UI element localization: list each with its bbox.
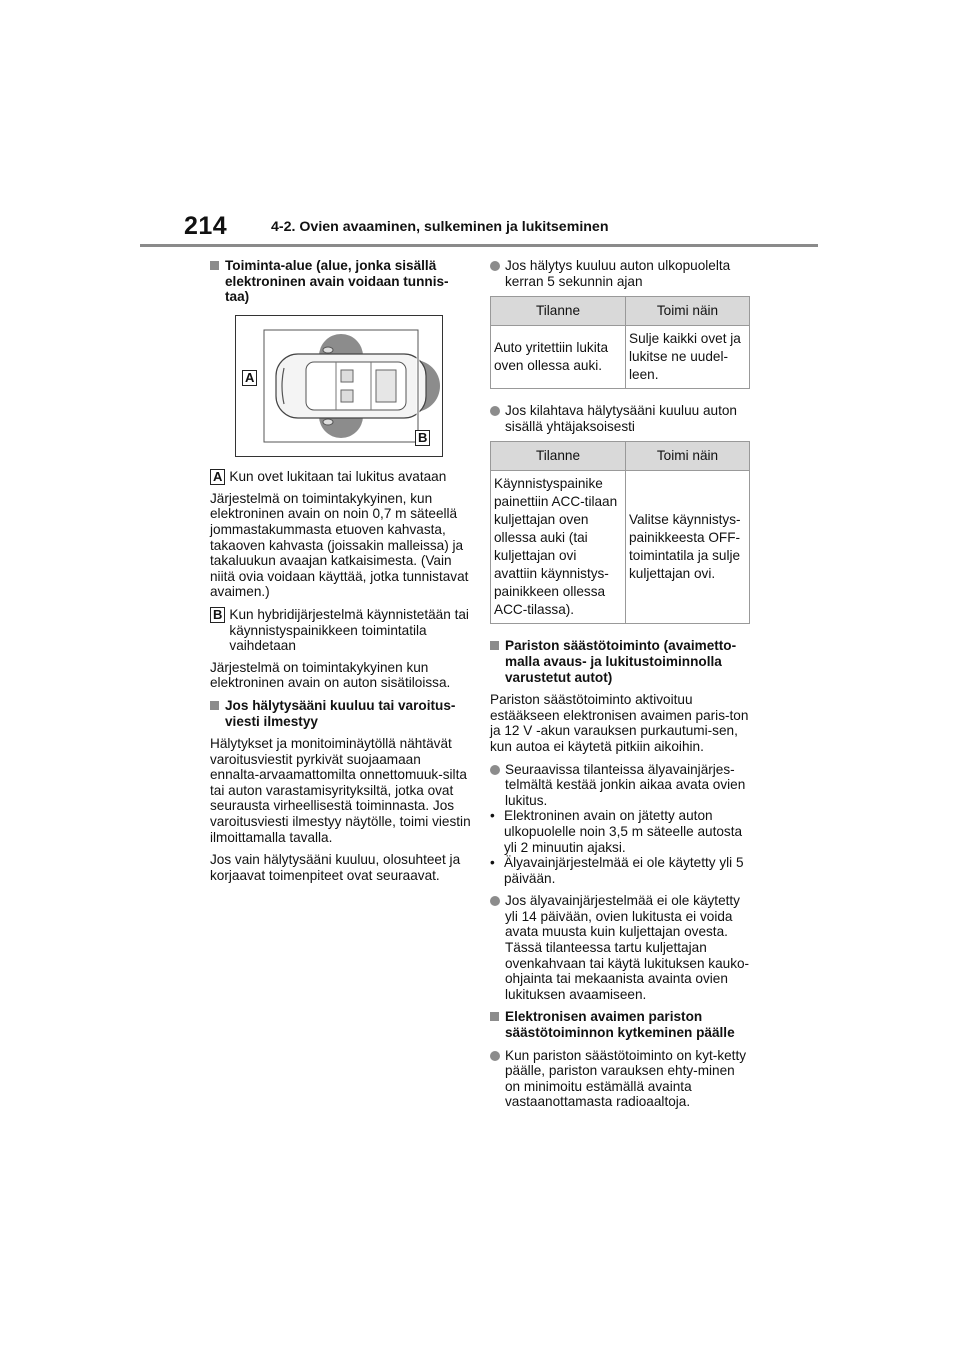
- table-row: [491, 471, 750, 624]
- buzzer-paragraph: Jos vain hälytysääni kuuluu, olosuhteet ja korjaavat toimenpiteet ovat seuraavat.: [210, 852, 461, 883]
- round-bullet-icon: [490, 1051, 500, 1061]
- list-item: Seuraavissa tilanteissa älyavainjärjes-telmältä kestää jonkin aikaa avata ovien lukitus. • Elektroninen avain on jätetty auton ulkopuolelle noin 3,5 m säteelle autosta yli 2 minuutin ajaksi. • Älyavainjärjestelmää ei ole käytetty yli 5 päivään.: [490, 762, 750, 887]
- round-bullet-icon: [490, 765, 500, 775]
- table-header: Tilanne: [491, 297, 626, 326]
- section-heading: Jos hälytysääni kuuluu tai varoitus-viesti ilmestyy: [210, 698, 472, 729]
- left-column: [210, 258, 472, 890]
- label-b-text: Kun hybridijärjestelmä käynnistetään tai käynnistyspainikkeen toimintatila vaihdetaan: [229, 606, 469, 654]
- table-header: Tilanne: [491, 442, 626, 471]
- label-b-badge: B: [210, 607, 225, 623]
- figure-label-b: B: [415, 430, 430, 446]
- table-cell: Valitse käynnistys-painikkeesta OFF-toimintatila ja sulje kuljettajan ovi.: [626, 471, 750, 624]
- label-a-paragraph: Järjestelmä on toimintakykyinen, kun elektroninen avain on noin 0,7 m säteellä jommastakummasta etuoven kahvasta, takaoven kahvasta (joissakin malleissa) ja takaluukun avaajan katkaisimesta. (Vain niitä ovia voidaan käyttää, jotka tunnistavat avaimen.): [210, 490, 469, 600]
- figure-label-a: A: [242, 370, 257, 386]
- warning-paragraph: Hälytykset ja monitoiminäytöllä nähtävät varoitusviestit pyrkivät suojaamaan ennalta-arvaamattomilta onnettomuuk-silta tai auton varastamisyrityksiltä, jotka ovat seurausta virheellisestä toiminnasta. Jos varoitusviesti ilmestyy näytölle, toimi viestin ilmoittamalla tavalla.: [210, 736, 471, 845]
- list-item: Jos hälytys kuuluu auton ulkopuolelta kerran 5 sekunnin ajan: [490, 258, 750, 289]
- situation-table-1: [490, 296, 750, 389]
- table-header: Toimi näin: [626, 442, 750, 471]
- round-bullet-icon: [490, 896, 500, 906]
- label-a-text: Kun ovet lukitaan tai lukitus avataan: [229, 468, 447, 484]
- chapter-title: 4-2. Ovien avaaminen, sulkeminen ja lukitseminen: [271, 219, 609, 235]
- round-bullet-icon: [490, 261, 500, 271]
- situation-table-2: [490, 441, 750, 624]
- label-b-paragraph: Järjestelmä on toimintakykyinen kun elektroninen avain on auton sisätiloissa.: [210, 659, 451, 691]
- battery-saving-paragraph: Pariston säästötoiminto aktivoituu estääkseen elektronisen avaimen paris-ton ja 12 V -akun varauksen purkautumi-sen, kun autoa ei käytetä pitkiin aikoihin.: [490, 692, 749, 754]
- list-item: Jos älyavainjärjestelmää ei ole käytetty yli 14 päivään, ovien lukitusta ei voida avata muusta kuin kuljettajan ovesta. Tässä tilanteessa tartu kuljettajan ovenkahvaan tai käytä lukituksen kauko-ohjainta tai mekaanista avainta ovien lukituksen avaamiseen.: [490, 893, 750, 1002]
- page-number: 214: [184, 212, 228, 240]
- label-a-row: [210, 469, 472, 485]
- table-header: Toimi näin: [626, 297, 750, 326]
- section-heading: Toiminta-alue (alue, jonka sisällä elektroninen avain voidaan tunnis-taa): [210, 258, 472, 305]
- list-item: Jos kilahtava hälytysääni kuuluu auton sisällä yhtäjaksoisesti: [490, 403, 750, 434]
- section-heading: Pariston säästötoiminto (avaimetto-malla avaus- ja lukitustoiminnolla varustetut autot): [490, 638, 750, 685]
- square-bullet-icon: [210, 701, 219, 710]
- sub-list-item: • Elektroninen avain on jätetty auton ulkopuolelle noin 3,5 m säteelle autosta yli 2 minuutin ajaksi.: [490, 808, 743, 855]
- square-bullet-icon: [490, 641, 499, 650]
- table-cell: Käynnistyspainike painettiin ACC-tilaan kuljettajan oven ollessa auki (tai kuljettajan ovi avattiin käynnistys-painikkeen ollessa ACC-tilassa).: [491, 471, 626, 624]
- label-b-row: [210, 607, 472, 654]
- label-a-badge: A: [210, 469, 225, 485]
- table-cell: Auto yritettiin lukita oven ollessa auki.: [491, 326, 626, 389]
- header-rule: [140, 244, 818, 247]
- right-column: [490, 258, 750, 1117]
- square-bullet-icon: [210, 261, 219, 270]
- operating-range-figure: [235, 315, 443, 457]
- sub-list-item: • Älyavainjärjestelmää ei ole käytetty yli 5 päivään.: [490, 855, 744, 886]
- table-row: [491, 326, 750, 389]
- square-bullet-icon: [490, 1012, 499, 1021]
- car-range-diagram: [236, 316, 442, 456]
- round-bullet-icon: [490, 406, 500, 416]
- list-item: Kun pariston säästötoiminto on kyt-ketty päälle, pariston varauksen ehty-minen on minimoitu estämällä avainta vastaanottamasta radioaaltoja.: [490, 1048, 750, 1110]
- table-cell: Sulje kaikki ovet ja lukitse ne uudel-leen.: [626, 326, 750, 389]
- section-heading: Elektronisen avaimen pariston säästötoiminnon kytkeminen päälle: [490, 1009, 750, 1040]
